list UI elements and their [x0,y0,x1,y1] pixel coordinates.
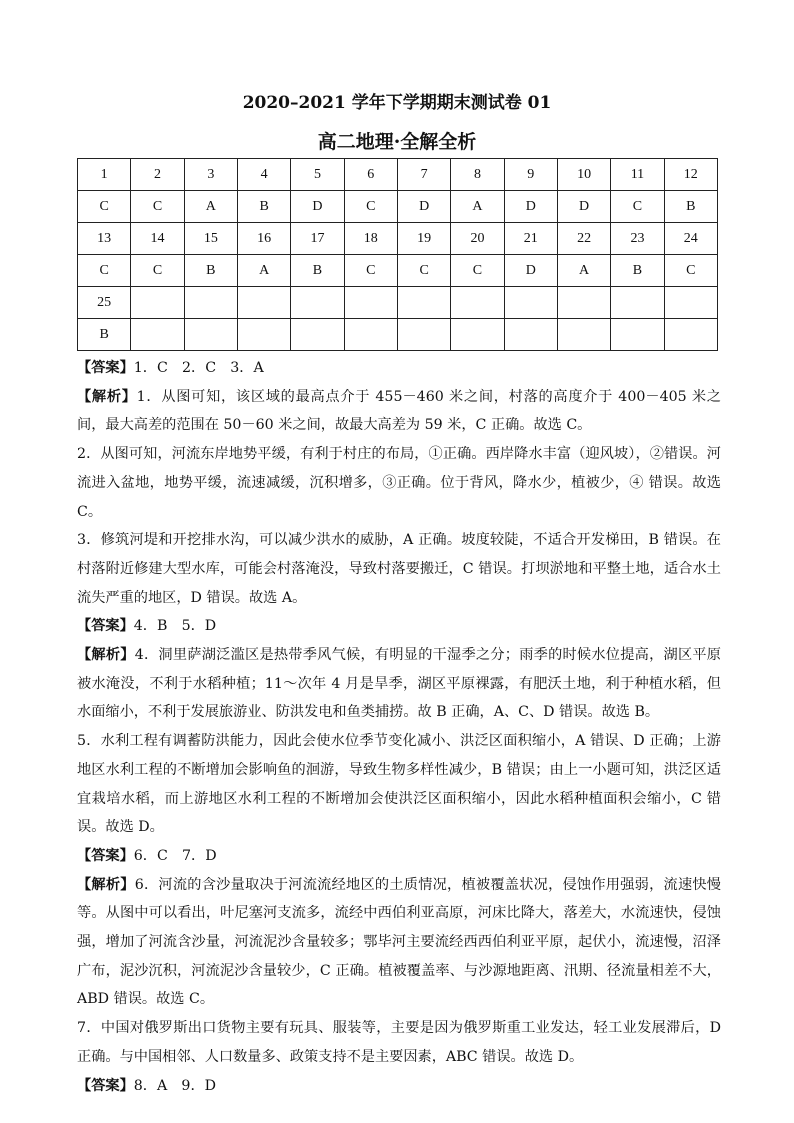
table-cell: 7 [397,159,450,191]
analysis-paragraph [77,354,721,383]
table-cell [237,319,290,351]
table-cell [611,287,664,319]
section-tag: 【答案】 [77,360,134,376]
table-cell [451,287,504,319]
table-cell: 12 [664,159,717,191]
section-tag: 【答案】 [77,1077,134,1094]
table-row [78,287,718,319]
table-cell: 2 [131,159,184,191]
table-row [78,159,718,191]
analysis-paragraph [77,727,721,842]
table-cell: 10 [557,159,610,191]
answer-table-body [78,159,718,351]
table-cell: 24 [664,223,717,255]
section-tag: 【答案】 [77,847,134,864]
table-cell [131,319,184,351]
table-cell: 18 [344,223,397,255]
section-tag: 【解析】 [77,876,135,893]
analysis-body [77,354,721,1100]
table-cell [557,287,610,319]
table-cell: B [291,255,344,287]
paragraph-text: 2．从图可知，河流东岸地势平缓，有利于村庄的布局，①正确。西岸降水丰富（迎风坡），②错误。河流进入盆地，地势平缓，流速减缓，沉积增多，③正确。位于背风，降水少，植被少，④ 错误。故选 C。 [77,446,721,520]
paragraph-text: 5．水利工程有调蓄防洪能力，因此会使水位季节变化减小、洪泛区面积缩小，A 错误、D 正确；上游地区水利工程的不断增加会影响鱼的洄游，导致生物多样性减少，B 错误；由上一小题可知，洪泛区适宜栽培水稻，而上游地区水利工程的不断增加会使洪泛区面积缩小，因此水稻种植面积会缩小，C 错误。故选 D。 [77,733,721,836]
table-cell: 4 [237,159,290,191]
table-cell: D [504,191,557,223]
table-cell [344,319,397,351]
table-cell [291,287,344,319]
answer-table [77,158,718,351]
paragraph-text: 7．中国对俄罗斯出口货物主要有玩具、服装等，主要是因为俄罗斯重工业发达，轻工业发展滞后，D 正确。与中国相邻、人口数量多、政策支持不是主要因素，ABC 错误。故选 D。 [77,1020,721,1065]
table-cell: 23 [611,223,664,255]
table-cell [664,319,717,351]
analysis-paragraph [77,383,721,440]
table-cell: C [451,255,504,287]
table-cell: 22 [557,223,610,255]
table-cell [611,319,664,351]
table-cell: D [291,191,344,223]
table-cell: 1 [78,159,131,191]
table-cell: B [611,255,664,287]
analysis-paragraph [77,612,721,641]
table-cell: C [344,191,397,223]
table-cell: A [237,255,290,287]
table-cell: D [557,191,610,223]
table-cell: C [611,191,664,223]
table-cell [504,319,557,351]
table-cell [184,287,237,319]
table-cell [184,319,237,351]
paragraph-text: 6．C 7．D [133,847,217,864]
table-cell: 13 [78,223,131,255]
table-cell: 17 [291,223,344,255]
table-cell: 16 [237,223,290,255]
paragraph-text: 6．河流的含沙量取决于河流流经地区的土质情况，植被覆盖状况，侵蚀作用强弱，流速快慢等。从图中可以看出，叶尼塞河支流多，流经中西伯利亚高原，河床比降大，落差大，水流速快，侵蚀强，增加了河流含沙量，河流泥沙含量较多；鄂毕河主要流经西西伯利亚平原，起伏小，流速慢，沼泽广布，泥沙沉积，河流泥沙含量较少，C 正确。植被覆盖率、与沙源地距离、汛期、径流量相差不大，ABD 错误。故选 C。 [77,876,721,1008]
table-cell: 5 [291,159,344,191]
table-row [78,191,718,223]
table-cell: A [451,191,504,223]
table-row [78,255,718,287]
table-cell [291,319,344,351]
table-row [78,223,718,255]
table-cell [397,319,450,351]
table-cell: 8 [451,159,504,191]
table-cell: 6 [344,159,397,191]
paragraph-text: 4．洞里萨湖泛滥区是热带季风气候，有明显的干湿季之分；雨季的时候水位提高，湖区平原被水淹没，不利于水稻种植；11～次年 4 月是旱季，湖区平原裸露，有肥沃土地，利于种植水稻，但水面缩小，不利于发展旅游业、防洪发电和鱼类捕捞。故 B 正确，A、C、D 错误。故选 B。 [77,647,721,721]
analysis-paragraph [77,440,721,526]
analysis-paragraph [77,871,721,1015]
table-cell [504,287,557,319]
table-row [78,319,718,351]
table-cell: C [344,255,397,287]
table-cell [557,319,610,351]
table-cell: 25 [78,287,131,319]
analysis-paragraph [77,842,721,871]
analysis-paragraph [77,1014,721,1071]
table-cell: D [397,191,450,223]
table-cell [397,287,450,319]
table-cell: 9 [504,159,557,191]
table-cell: 20 [451,223,504,255]
table-cell: 15 [184,223,237,255]
table-cell: B [78,319,131,351]
analysis-paragraph [77,641,721,727]
table-cell [664,287,717,319]
table-cell: C [664,255,717,287]
table-cell: C [78,191,131,223]
table-cell: C [78,255,131,287]
table-cell: B [184,255,237,287]
table-cell: A [557,255,610,287]
table-cell: B [664,191,717,223]
table-cell: 19 [397,223,450,255]
section-tag: 【解析】 [77,647,135,664]
table-cell: C [131,255,184,287]
table-cell: A [184,191,237,223]
paragraph-text: 1．从图可知，该区域的最高点介于 455－460 米之间，村落的高度介于 400－405 米之间，最大高差的范围在 50－60 米之间，故最大高差为 59 米，C 正确。故选 C。 [77,388,721,434]
table-cell [237,287,290,319]
section-tag: 【答案】 [77,618,134,635]
table-cell: C [131,191,184,223]
document-title: 2020–2021 学年下学期期末测试卷 01 [242,93,552,113]
section-tag: 【解析】 [77,388,137,405]
paragraph-text: 4．B 5．D [133,618,217,635]
table-cell: C [397,255,450,287]
table-cell: B [237,191,290,223]
paragraph-text: 3．修筑河堤和开挖排水沟，可以减少洪水的威胁，A 正确。坡度较陡，不适合开发梯田，B 错误。在村落附近修建大型水库，可能会村落淹没，导致村落要搬迁，C 错误。打坝淤地和平整土地，适合水土流失严重的地区，D 错误。故选 A。 [77,532,721,606]
paragraph-text: 1．C 2．C 3．A [133,360,264,376]
table-cell: 11 [611,159,664,191]
analysis-paragraph [77,1072,721,1101]
table-cell: 3 [184,159,237,191]
table-cell [451,319,504,351]
table-cell: D [504,255,557,287]
table-cell [344,287,397,319]
table-cell: 14 [131,223,184,255]
table-cell [131,287,184,319]
analysis-paragraph [77,526,721,612]
table-cell: 21 [504,223,557,255]
document-subtitle: 高二地理·全解全析 [317,131,477,153]
paragraph-text: 8．A 9．D [133,1077,217,1094]
